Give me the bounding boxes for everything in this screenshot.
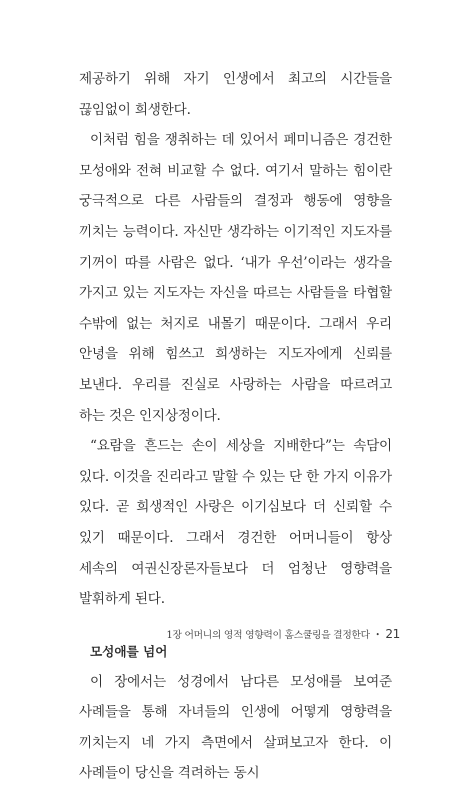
body-paragraph-1: 제공하기 위해 자기 인생에서 최고의 시간들을 끊임없이 희생한다. [79,71,392,118]
bullet-separator-icon: • [375,631,380,639]
page-body [79,64,392,789]
body-paragraph-3: “요람을 흔드는 손이 세상을 지배한다”는 속담이 있다. 이것을 진리라고 말할 수 있는 단 한 가지 이유가 있다. 곧 희생적인 사랑은 이기심보다 더 신뢰할 수 있기 때문이다. 그래서 경건한 어머니들이 항상 세속의 여권신장론자들보다 더 엄청난 영향력을 발휘하게 된다. [79,438,392,608]
running-title: 1장 어머니의 영적 영향력이 홈스쿨링을 결정한다 [166,630,370,641]
body-paragraph-2: 이처럼 힘을 쟁취하는 데 있어서 페미니즘은 경건한 모성애와 전혀 비교할 수 없다. 여기서 말하는 힘이란 궁극적으로 다른 사람들의 결정과 행동에 영향을 끼치는 능력이다. 자신만 생각하는 이기적인 지도자를 기꺼이 따를 사람은 없다. ‘내가 우선’이라는 생각을 가지고 있는 지도자는 자신을 따르는 사람들을 타협할 수밖에 없는 처지로 내몰기 때문이다. 그래서 우리 안녕을 위해 힘쓰고 희생하는 지도자에게 신뢰를 보낸다. 우리를 진실로 사랑하는 사람을 따르려고 하는 것은 인지상정이다. [79,132,392,424]
page-number: 21 [385,627,400,641]
body-paragraph-4: 이 장에서는 성경에서 남다른 모성애를 보여준 사례들을 통해 자녀들의 인생에 어떻게 영향력을 끼치는지 네 가지 측면에서 살펴보고자 한다. 이 사례들이 당신을 격려하는 동시 [79,673,392,782]
section-heading: 모성애를 넘어 [90,643,168,659]
page-footer [79,626,400,644]
